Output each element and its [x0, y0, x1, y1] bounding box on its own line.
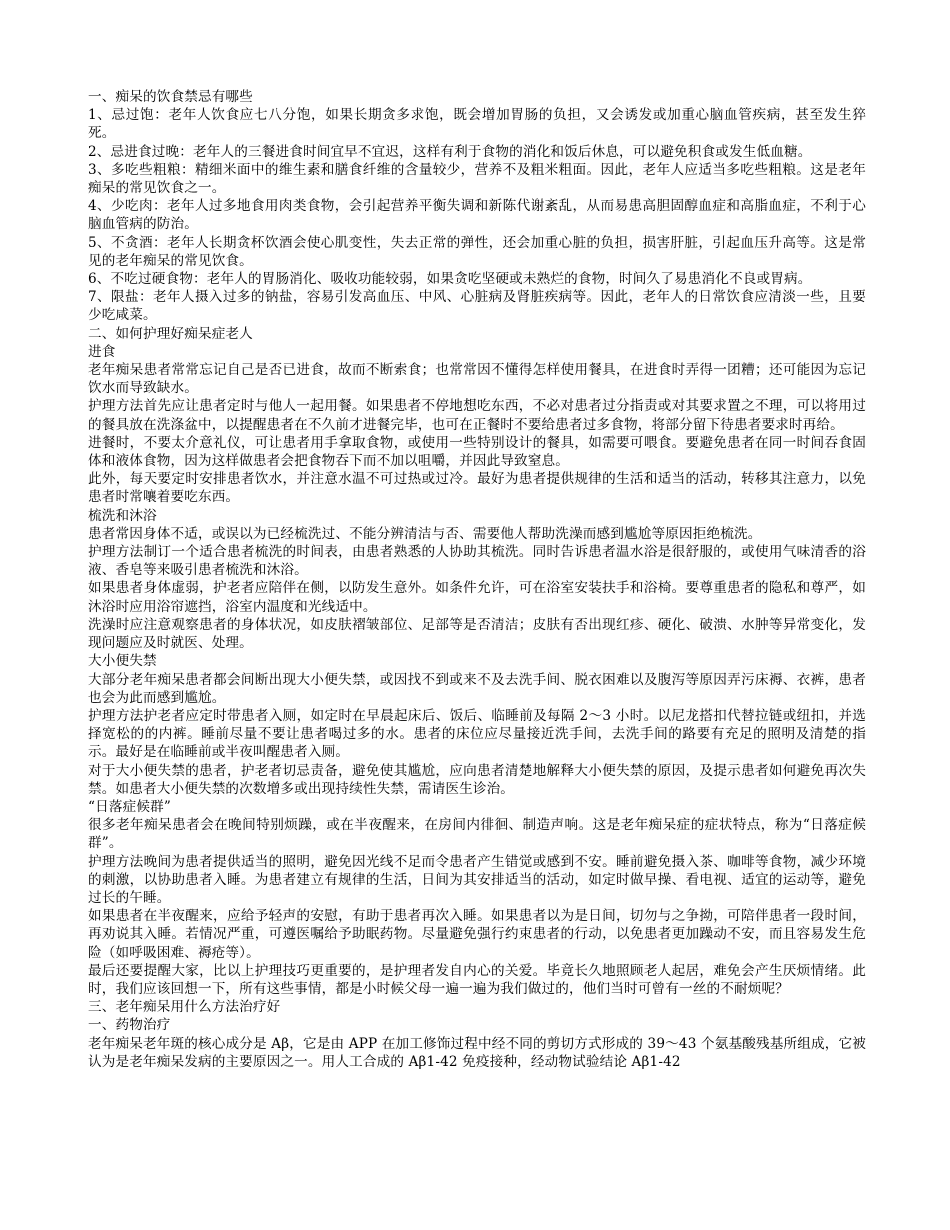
- paragraph: 2、忌进食过晚：老年人的三餐进食时间宜早不宜迟，这样有利于食物的消化和饭后休息，可以避免积食或发生低血糖。: [88, 143, 812, 160]
- paragraph: 洗澡时应注意观察患者的身体状况，如皮肤褶皱部位、足部等是否清洁；皮肤有否出现红疹、硬化、破溃、水肿等异常变化，发现问题应及时就医、处理。: [88, 616, 866, 652]
- paragraph: 护理方法制订一个适合患者梳洗的时间表，由患者熟悉的人协助其梳洗。同时告诉患者温水浴是很舒服的，或使用气味清香的浴液、香皂等来吸引患者梳洗和沐浴。: [88, 544, 866, 579]
- document-body: [88, 88, 866, 1071]
- paragraph: 对于大小便失禁的患者，护老者切忌责备，避免使其尴尬，应向患者清楚地解释大小便失禁的原因，及提示患者如何避免再次失禁。如患者大小便失禁的次数增多或出现持续性失禁，需请医生诊治。: [88, 762, 866, 797]
- paragraph: 护理方法护老者应定时带患者入厕，如定时在早晨起床后、饭后、临睡前及每隔 2～3 小时。以尼龙搭扣代替拉链或纽扣，并选择宽松的的内裤。睡前尽量不要让患者喝过多的水。患者的床位应尽量接近洗手间，去洗手间的路要有充足的照明及清楚的指示。最好是在临睡前或半夜叫醒患者入厕。: [88, 707, 866, 761]
- section-heading-diet-taboos: 一、痴呆的饮食禁忌有哪些: [88, 89, 253, 105]
- paragraph: 老年痴呆患者常常忘记自己是否已进食，故而不断索食；也常常因不懂得怎样使用餐具，在进食时弄得一团糟；还可能因为忘记饮水而导致缺水。: [88, 362, 866, 397]
- paragraph: 3、多吃些粗粮：精细米面中的维生素和膳食纤维的含量较少，营养不及粗米粗面。因此，老年人应适当多吃些粗粮。这是老年痴呆的常见饮食之一。: [88, 161, 866, 197]
- paragraph: 5、不贪酒：老年人长期贪杯饮酒会使心肌变性，失去正常的弹性，还会加重心脏的负担，损害肝脏，引起血压升高等。这是常见的老年痴呆的常见饮食。: [88, 234, 866, 269]
- subheading-grooming-bathing: 梳洗和沐浴: [88, 507, 157, 524]
- paragraph: 最后还要提醒大家，比以上护理技巧更重要的，是护理者发自内心的关爱。毕竟长久地照顾老人起居，难免会产生厌烦情绪。此时，我们应该回想一下，所有这些事情，都是小时候父母一遍一遍为我们做过的，他们当时可曾有一丝的不耐烦呢？: [88, 962, 866, 997]
- paragraph: 7、限盐：老年人摄入过多的钠盐，容易引发高血压、中风、心脏病及肾脏疾病等。因此，老年人的日常饮食应清淡一些，且要少吃咸菜。: [88, 289, 866, 324]
- paragraph: 老年痴呆老年斑的核心成分是 Aβ，它是由 APP 在加工修饰过程中经不同的剪切方式形成的 39～43 个氨基酸残基所组成，它被认为是老年痴呆发病的主要原因之一。用人工合成的 Aβ1-42 免疫接种，经动物试验结论 Aβ1-42: [88, 1035, 866, 1070]
- paragraph: 进餐时，不要太介意礼仪，可让患者用手拿取食物，或使用一些特别设计的餐具，如需要可喂食。要避免患者在同一时间吞食固体和液体食物，因为这样做患者会把食物吞下而不加以咀嚼，并因此导致窒息。: [88, 434, 866, 470]
- subheading-drug-therapy: 一、药物治疗: [88, 1017, 171, 1034]
- subheading-incontinence: 大小便失禁: [88, 653, 157, 670]
- paragraph: 如果患者在半夜醒来，应给予轻声的安慰，有助于患者再次入睡。如果患者以为是日间，切勿与之争拗，可陪伴患者一段时间，再劝说其入睡。若情况严重，可遵医嘱给予助眠药物。尽量避免强行约束患者的行动，以免患者更加躁动不安，而且容易发生危险（如呼吸困难、褥疮等）。: [88, 908, 866, 961]
- section-heading-treatment: 三、老年痴呆用什么方法治疗好: [88, 999, 281, 1016]
- paragraph: 如果患者身体虚弱，护老者应陪伴在侧，以防发生意外。如条件允许，可在浴室安装扶手和浴椅。要尊重患者的隐私和尊严，如沐浴时应用浴帘遮挡，浴室内温度和光线适中。: [88, 580, 866, 615]
- paragraph: 6、不吃过硬食物：老年人的胃肠消化、吸收功能较弱，如果贪吃坚硬或未熟烂的食物，时间久了易患消化不良或胃病。: [88, 271, 812, 288]
- paragraph: 1、忌过饱：老年人饮食应七八分饱，如果长期贪多求饱，既会增加胃肠的负担，又会诱发或加重心脑血管疾病，甚至发生猝死。: [88, 107, 866, 142]
- paragraph: 大部分老年痴呆患者都会间断出现大小便失禁，或因找不到或来不及去洗手间、脱衣困难以及腹泻等原因弄污床褥、衣裤，患者也会为此而感到尴尬。: [88, 671, 866, 706]
- section-heading-nursing-care: 二、如何护理好痴呆症老人: [88, 325, 253, 342]
- paragraph: 护理方法首先应让患者定时与他人一起用餐。如果患者不停地想吃东西，不必对患者过分指责或对其要求置之不理，可以将用过的餐具放在洗涤盆中，以提醒患者在不久前才进餐完毕，也可在正餐时不要给患者过多食物，将部分留下待患者要求时再给。: [88, 398, 866, 433]
- subheading-eating: 进食: [88, 343, 116, 360]
- subheading-sundown-syndrome: “日落症候群”: [88, 798, 171, 815]
- paragraph: 此外，每天要定时安排患者饮水，并注意水温不可过热或过冷。最好为患者提供规律的生活和适当的活动，转移其注意力，以免患者时常嚷着要吃东西。: [88, 471, 866, 506]
- paragraph: 4、少吃肉：老年人过多地食用肉类食物，会引起营养平衡失调和新陈代谢紊乱，从而易患高胆固醇血症和高脂血症，不利于心脑血管病的防治。: [88, 198, 866, 233]
- paragraph: 患者常因身体不适，或误以为已经梳洗过、不能分辨清洁与否、需要他人帮助洗澡而感到尴尬等原因拒绝梳洗。: [88, 525, 762, 542]
- paragraph: 护理方法晚间为患者提供适当的照明，避免因光线不足而令患者产生错觉或感到不安。睡前避免摄入茶、咖啡等食物，减少环境的刺激，以协助患者入睡。为患者建立有规律的生活，日间为其安排适当的活动，如定时做早操、看电视、适宜的运动等，避免过长的午睡。: [88, 853, 866, 906]
- paragraph: 很多老年痴呆患者会在晚间特别烦躁，或在半夜醒来，在房间内徘徊、制造声响。这是老年痴呆症的症状特点，称为“日落症候群”。: [88, 817, 866, 852]
